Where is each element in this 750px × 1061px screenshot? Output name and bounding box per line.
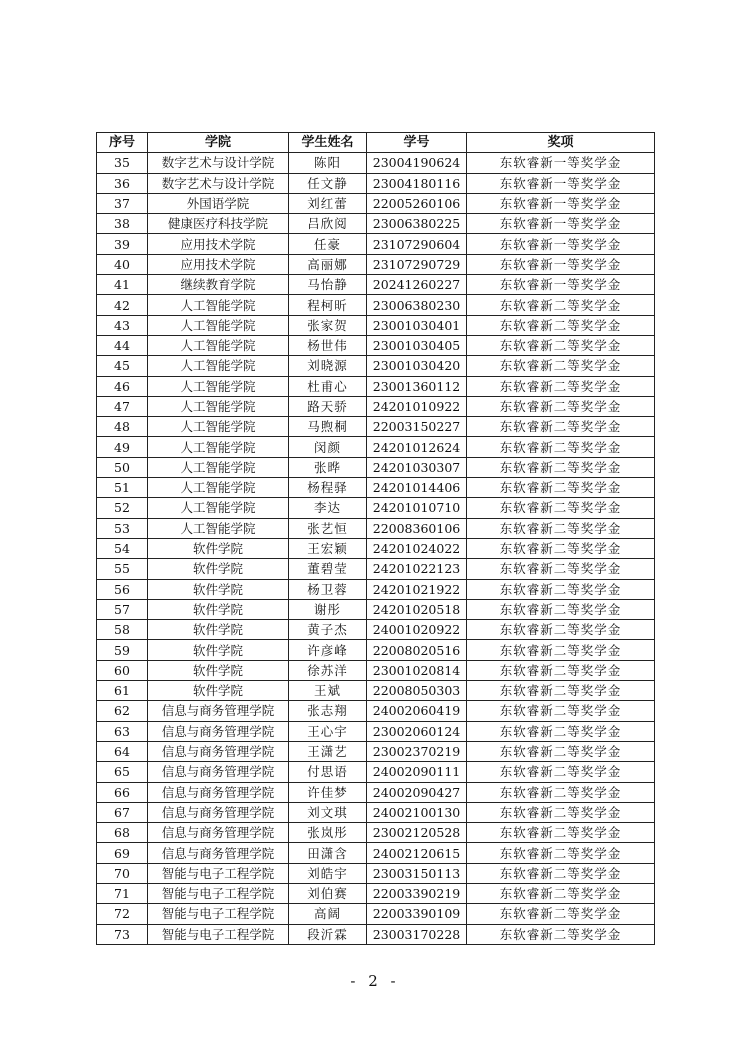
cell-college: 人工智能学院 — [148, 295, 289, 315]
cell-no: 49 — [97, 437, 148, 457]
cell-award: 东软睿新二等奖学金 — [467, 356, 655, 376]
cell-student-id: 23004180116 — [367, 173, 467, 193]
table-row — [97, 275, 655, 295]
header-college: 学院 — [148, 133, 289, 153]
cell-award: 东软睿新二等奖学金 — [467, 681, 655, 701]
cell-college: 信息与商务管理学院 — [148, 762, 289, 782]
cell-college: 人工智能学院 — [148, 356, 289, 376]
cell-college: 软件学院 — [148, 640, 289, 660]
cell-college: 应用技术学院 — [148, 254, 289, 274]
cell-college: 信息与商务管理学院 — [148, 802, 289, 822]
cell-student-id: 23002060124 — [367, 721, 467, 741]
table-row — [97, 254, 655, 274]
cell-student-name: 任豪 — [289, 234, 367, 254]
cell-student-id: 23006380230 — [367, 295, 467, 315]
table-row — [97, 579, 655, 599]
cell-student-id: 23001020814 — [367, 660, 467, 680]
table-row — [97, 782, 655, 802]
cell-no: 41 — [97, 275, 148, 295]
table-row — [97, 214, 655, 234]
table-row — [97, 660, 655, 680]
cell-no: 39 — [97, 234, 148, 254]
cell-student-id: 24201010710 — [367, 498, 467, 518]
cell-student-name: 杨卫蓉 — [289, 579, 367, 599]
cell-college: 人工智能学院 — [148, 457, 289, 477]
table-row — [97, 620, 655, 640]
cell-award: 东软睿新二等奖学金 — [467, 924, 655, 944]
cell-award: 东软睿新二等奖学金 — [467, 802, 655, 822]
table-row — [97, 904, 655, 924]
cell-student-name: 刘晓源 — [289, 356, 367, 376]
table-row — [97, 356, 655, 376]
cell-student-name: 付思语 — [289, 762, 367, 782]
cell-no: 36 — [97, 173, 148, 193]
cell-college: 信息与商务管理学院 — [148, 741, 289, 761]
cell-student-name: 黄子杰 — [289, 620, 367, 640]
table-row — [97, 721, 655, 741]
cell-student-name: 田潇含 — [289, 843, 367, 863]
cell-no: 58 — [97, 620, 148, 640]
table-row — [97, 681, 655, 701]
cell-award: 东软睿新二等奖学金 — [467, 376, 655, 396]
cell-no: 68 — [97, 823, 148, 843]
cell-award: 东软睿新二等奖学金 — [467, 417, 655, 437]
cell-award: 东软睿新二等奖学金 — [467, 762, 655, 782]
cell-student-name: 刘红蕾 — [289, 193, 367, 213]
cell-student-name: 董碧莹 — [289, 559, 367, 579]
table-row — [97, 518, 655, 538]
cell-student-id: 23002370219 — [367, 741, 467, 761]
cell-no: 45 — [97, 356, 148, 376]
cell-student-name: 张家贺 — [289, 315, 367, 335]
cell-student-id: 24201022123 — [367, 559, 467, 579]
cell-no: 66 — [97, 782, 148, 802]
cell-student-name: 杨程驿 — [289, 478, 367, 498]
cell-student-id: 22003390109 — [367, 904, 467, 924]
table-row — [97, 823, 655, 843]
cell-no: 72 — [97, 904, 148, 924]
cell-college: 信息与商务管理学院 — [148, 843, 289, 863]
page-number: - 2 - — [350, 972, 400, 990]
cell-award: 东软睿新一等奖学金 — [467, 173, 655, 193]
table-row — [97, 843, 655, 863]
cell-student-name: 徐苏洋 — [289, 660, 367, 680]
table-row — [97, 478, 655, 498]
cell-award: 东软睿新二等奖学金 — [467, 498, 655, 518]
cell-college: 软件学院 — [148, 538, 289, 558]
cell-award: 东软睿新一等奖学金 — [467, 214, 655, 234]
cell-award: 东软睿新一等奖学金 — [467, 193, 655, 213]
cell-no: 51 — [97, 478, 148, 498]
cell-college: 智能与电子工程学院 — [148, 904, 289, 924]
cell-student-name: 程柯昕 — [289, 295, 367, 315]
cell-award: 东软睿新二等奖学金 — [467, 579, 655, 599]
table-row — [97, 762, 655, 782]
cell-student-id: 24002090427 — [367, 782, 467, 802]
cell-award: 东软睿新二等奖学金 — [467, 843, 655, 863]
cell-award: 东软睿新二等奖学金 — [467, 741, 655, 761]
table-row — [97, 701, 655, 721]
cell-student-name: 刘皓宇 — [289, 863, 367, 883]
table-row — [97, 315, 655, 335]
table-row — [97, 599, 655, 619]
cell-student-name: 杨世伟 — [289, 335, 367, 355]
cell-award: 东软睿新一等奖学金 — [467, 275, 655, 295]
cell-award: 东软睿新二等奖学金 — [467, 315, 655, 335]
header-award: 奖项 — [467, 133, 655, 153]
cell-no: 43 — [97, 315, 148, 335]
table-row — [97, 883, 655, 903]
cell-student-name: 段沂霖 — [289, 924, 367, 944]
cell-student-name: 王宏颖 — [289, 538, 367, 558]
cell-award: 东软睿新二等奖学金 — [467, 295, 655, 315]
cell-college: 信息与商务管理学院 — [148, 721, 289, 741]
cell-award: 东软睿新二等奖学金 — [467, 823, 655, 843]
cell-student-id: 22003390219 — [367, 883, 467, 903]
cell-college: 人工智能学院 — [148, 518, 289, 538]
cell-no: 47 — [97, 396, 148, 416]
cell-college: 继续教育学院 — [148, 275, 289, 295]
cell-award: 东软睿新二等奖学金 — [467, 559, 655, 579]
header-name: 学生姓名 — [289, 133, 367, 153]
cell-award: 东软睿新一等奖学金 — [467, 153, 655, 173]
cell-award: 东软睿新二等奖学金 — [467, 660, 655, 680]
cell-student-id: 22008050303 — [367, 681, 467, 701]
cell-student-id: 23001030405 — [367, 335, 467, 355]
cell-student-name: 任文静 — [289, 173, 367, 193]
cell-no: 59 — [97, 640, 148, 660]
table-row — [97, 498, 655, 518]
cell-award: 东软睿新二等奖学金 — [467, 863, 655, 883]
cell-college: 应用技术学院 — [148, 234, 289, 254]
cell-college: 数字艺术与设计学院 — [148, 173, 289, 193]
cell-student-id: 23002120528 — [367, 823, 467, 843]
header-student-id: 学号 — [367, 133, 467, 153]
cell-student-id: 24201012624 — [367, 437, 467, 457]
cell-student-name: 李达 — [289, 498, 367, 518]
cell-award: 东软睿新二等奖学金 — [467, 457, 655, 477]
table-row — [97, 173, 655, 193]
cell-no: 38 — [97, 214, 148, 234]
table-row — [97, 863, 655, 883]
cell-no: 46 — [97, 376, 148, 396]
cell-college: 数字艺术与设计学院 — [148, 153, 289, 173]
cell-student-name: 张晔 — [289, 457, 367, 477]
cell-student-name: 刘伯赛 — [289, 883, 367, 903]
cell-student-id: 24001020922 — [367, 620, 467, 640]
cell-student-name: 王潇艺 — [289, 741, 367, 761]
cell-college: 信息与商务管理学院 — [148, 823, 289, 843]
cell-college: 人工智能学院 — [148, 396, 289, 416]
cell-college: 人工智能学院 — [148, 437, 289, 457]
cell-student-id: 23006380225 — [367, 214, 467, 234]
cell-college: 人工智能学院 — [148, 417, 289, 437]
cell-student-id: 23001030420 — [367, 356, 467, 376]
cell-award: 东软睿新二等奖学金 — [467, 335, 655, 355]
cell-student-name: 张岚彤 — [289, 823, 367, 843]
cell-student-id: 23001030401 — [367, 315, 467, 335]
cell-student-id: 22003150227 — [367, 417, 467, 437]
cell-student-id: 23003150113 — [367, 863, 467, 883]
cell-student-name: 许彦峰 — [289, 640, 367, 660]
cell-no: 61 — [97, 681, 148, 701]
cell-student-id: 23107290604 — [367, 234, 467, 254]
cell-no: 71 — [97, 883, 148, 903]
cell-student-id: 24201020518 — [367, 599, 467, 619]
cell-no: 42 — [97, 295, 148, 315]
cell-student-name: 谢彤 — [289, 599, 367, 619]
cell-student-id: 23004190624 — [367, 153, 467, 173]
table-row — [97, 457, 655, 477]
cell-no: 60 — [97, 660, 148, 680]
table-row — [97, 193, 655, 213]
cell-college: 智能与电子工程学院 — [148, 883, 289, 903]
cell-award: 东软睿新二等奖学金 — [467, 518, 655, 538]
cell-student-name: 张志翔 — [289, 701, 367, 721]
cell-student-name: 闵颜 — [289, 437, 367, 457]
cell-college: 人工智能学院 — [148, 315, 289, 335]
table-row — [97, 376, 655, 396]
cell-no: 40 — [97, 254, 148, 274]
cell-student-name: 王心宇 — [289, 721, 367, 741]
cell-no: 67 — [97, 802, 148, 822]
cell-award: 东软睿新二等奖学金 — [467, 620, 655, 640]
cell-award: 东软睿新二等奖学金 — [467, 883, 655, 903]
cell-no: 55 — [97, 559, 148, 579]
cell-student-name: 吕欣阅 — [289, 214, 367, 234]
cell-college: 软件学院 — [148, 681, 289, 701]
table-row — [97, 802, 655, 822]
cell-college: 外国语学院 — [148, 193, 289, 213]
cell-award: 东软睿新二等奖学金 — [467, 640, 655, 660]
table-body — [97, 153, 655, 945]
cell-award: 东软睿新二等奖学金 — [467, 437, 655, 457]
cell-student-id: 24201010922 — [367, 396, 467, 416]
cell-student-name: 路天骄 — [289, 396, 367, 416]
cell-student-id: 24201024022 — [367, 538, 467, 558]
cell-no: 69 — [97, 843, 148, 863]
cell-student-id: 23001360112 — [367, 376, 467, 396]
cell-student-name: 马煦桐 — [289, 417, 367, 437]
cell-no: 44 — [97, 335, 148, 355]
table-row — [97, 234, 655, 254]
cell-college: 人工智能学院 — [148, 335, 289, 355]
cell-student-name: 张艺恒 — [289, 518, 367, 538]
header-no: 序号 — [97, 133, 148, 153]
cell-student-name: 杜甫心 — [289, 376, 367, 396]
table-row — [97, 417, 655, 437]
cell-student-id: 24002120615 — [367, 843, 467, 863]
cell-award: 东软睿新二等奖学金 — [467, 599, 655, 619]
cell-student-id: 24002100130 — [367, 802, 467, 822]
cell-student-id: 23107290729 — [367, 254, 467, 274]
cell-college: 软件学院 — [148, 660, 289, 680]
cell-no: 64 — [97, 741, 148, 761]
cell-student-id: 24201021922 — [367, 579, 467, 599]
cell-award: 东软睿新二等奖学金 — [467, 701, 655, 721]
cell-college: 人工智能学院 — [148, 376, 289, 396]
cell-student-id: 24002060419 — [367, 701, 467, 721]
cell-award: 东软睿新二等奖学金 — [467, 538, 655, 558]
cell-student-name: 马怡静 — [289, 275, 367, 295]
header-row — [97, 133, 655, 153]
cell-college: 智能与电子工程学院 — [148, 924, 289, 944]
cell-award: 东软睿新二等奖学金 — [467, 721, 655, 741]
cell-no: 53 — [97, 518, 148, 538]
cell-no: 73 — [97, 924, 148, 944]
table-row — [97, 741, 655, 761]
cell-award: 东软睿新二等奖学金 — [467, 904, 655, 924]
cell-college: 健康医疗科技学院 — [148, 214, 289, 234]
table-row — [97, 538, 655, 558]
table-row — [97, 295, 655, 315]
cell-no: 57 — [97, 599, 148, 619]
cell-college: 人工智能学院 — [148, 498, 289, 518]
cell-student-id: 20241260227 — [367, 275, 467, 295]
cell-student-name: 许佳梦 — [289, 782, 367, 802]
cell-no: 62 — [97, 701, 148, 721]
cell-award: 东软睿新一等奖学金 — [467, 254, 655, 274]
table-row — [97, 559, 655, 579]
cell-college: 信息与商务管理学院 — [148, 701, 289, 721]
cell-college: 软件学院 — [148, 599, 289, 619]
table-row — [97, 396, 655, 416]
table-row — [97, 153, 655, 173]
cell-no: 56 — [97, 579, 148, 599]
table-row — [97, 335, 655, 355]
cell-college: 智能与电子工程学院 — [148, 863, 289, 883]
cell-student-id: 23003170228 — [367, 924, 467, 944]
cell-college: 软件学院 — [148, 579, 289, 599]
cell-no: 50 — [97, 457, 148, 477]
cell-student-name: 高丽娜 — [289, 254, 367, 274]
cell-no: 35 — [97, 153, 148, 173]
cell-student-id: 22008020516 — [367, 640, 467, 660]
cell-student-id: 24201014406 — [367, 478, 467, 498]
cell-college: 软件学院 — [148, 620, 289, 640]
table-row — [97, 437, 655, 457]
cell-no: 37 — [97, 193, 148, 213]
cell-student-name: 刘文琪 — [289, 802, 367, 822]
cell-student-name: 陈阳 — [289, 153, 367, 173]
cell-award: 东软睿新一等奖学金 — [467, 234, 655, 254]
cell-award: 东软睿新二等奖学金 — [467, 782, 655, 802]
table-header — [97, 133, 655, 153]
cell-no: 52 — [97, 498, 148, 518]
cell-student-id: 24201030307 — [367, 457, 467, 477]
cell-award: 东软睿新二等奖学金 — [467, 396, 655, 416]
cell-no: 63 — [97, 721, 148, 741]
cell-college: 信息与商务管理学院 — [148, 782, 289, 802]
scholarship-table — [96, 132, 655, 945]
cell-student-name: 高阔 — [289, 904, 367, 924]
cell-no: 65 — [97, 762, 148, 782]
table-row — [97, 640, 655, 660]
cell-student-id: 22008360106 — [367, 518, 467, 538]
cell-no: 54 — [97, 538, 148, 558]
cell-college: 软件学院 — [148, 559, 289, 579]
cell-award: 东软睿新二等奖学金 — [467, 478, 655, 498]
cell-student-id: 22005260106 — [367, 193, 467, 213]
cell-no: 70 — [97, 863, 148, 883]
cell-student-name: 王斌 — [289, 681, 367, 701]
cell-college: 人工智能学院 — [148, 478, 289, 498]
table-row — [97, 924, 655, 944]
cell-no: 48 — [97, 417, 148, 437]
cell-student-id: 24002090111 — [367, 762, 467, 782]
